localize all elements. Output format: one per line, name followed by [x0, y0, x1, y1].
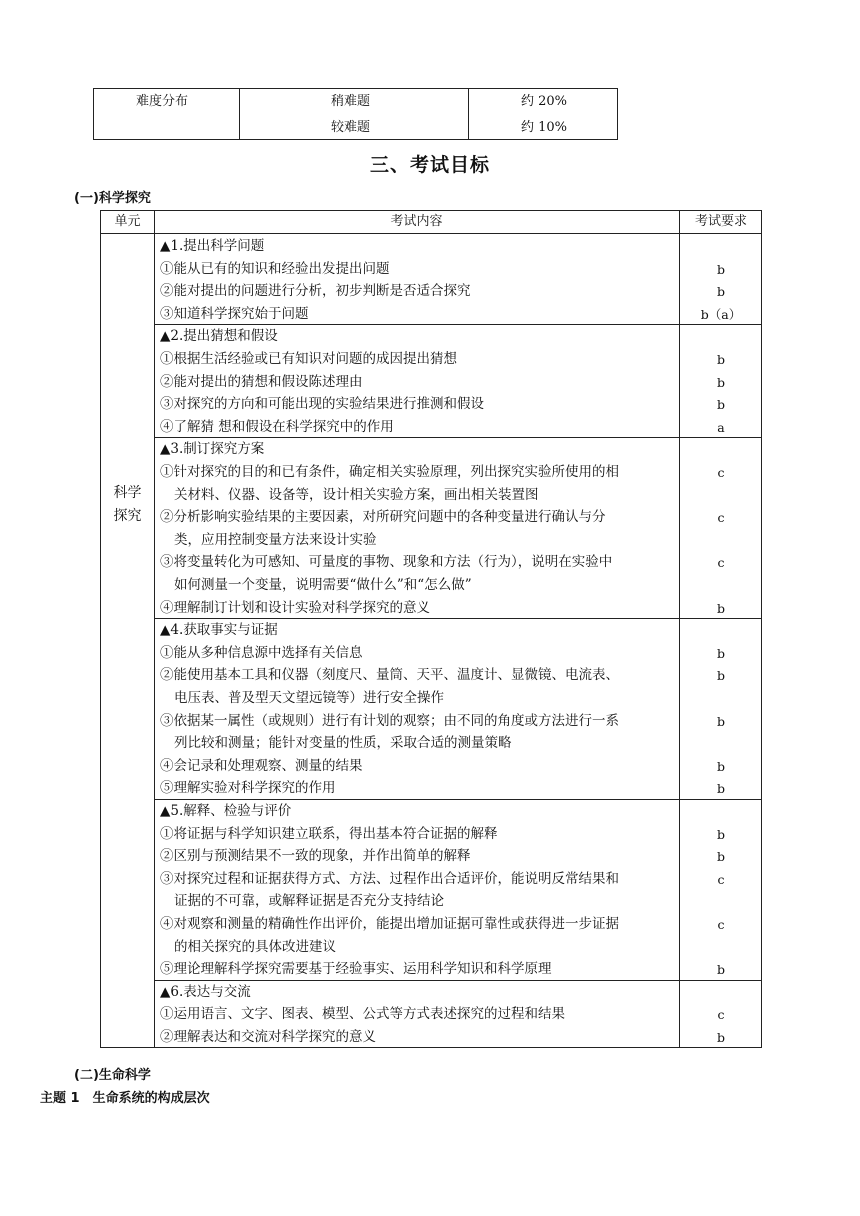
- group-title: ▲3.制订探究方案: [160, 441, 265, 458]
- item-text: ①能从多种信息源中选择有关信息: [160, 644, 363, 661]
- requirement-level: c: [717, 510, 725, 526]
- item-text: 关材料、仪器、设备等，设计相关实验方案，画出相关装置图: [174, 486, 539, 503]
- requirement-level: b: [716, 261, 725, 277]
- requirement-level: a: [717, 419, 725, 435]
- item-text: ②能对提出的问题进行分析，初步判断是否适合探究: [160, 283, 471, 300]
- difficulty-ratio: 约 20%: [521, 94, 568, 109]
- item-text: ①将证据与科学知识建立联系，得出基本符合证据的解释: [160, 825, 498, 842]
- group-title: ▲1.提出科学问题: [160, 238, 265, 254]
- requirement-level: b（a）: [700, 306, 742, 322]
- objectives-table: [100, 210, 762, 1048]
- requirement-level: c: [717, 917, 725, 932]
- table-divider: [239, 89, 240, 139]
- item-text: ②理解表达和交流对科学探究的意义: [160, 1029, 376, 1045]
- item-text: ①针对探究的目的和已有条件，确定相关实验原理，列出探究实验所使用的相: [160, 464, 619, 480]
- item-text: ③对探究过程和证据获得方式、方法、过程作出合适评价，能说明反常结果和: [160, 870, 619, 887]
- group-rule: [154, 437, 761, 438]
- subsection-heading-life-science: (二)生命科学: [74, 1068, 151, 1083]
- item-text: 类，应用控制变量方法来设计实验: [174, 531, 377, 548]
- requirement-level: b: [716, 284, 725, 300]
- item-text: ②能对提出的猜想和假设陈述理由: [160, 373, 363, 390]
- column-divider: [154, 211, 155, 1047]
- group-title: ▲6.表达与交流: [160, 983, 251, 1000]
- requirement-level: b: [716, 758, 725, 774]
- item-text: ④对观察和测量的精确性作出评价，能提出增加证据可靠性或获得进一步证据: [160, 916, 619, 932]
- difficulty-type: 较难题: [331, 120, 371, 135]
- requirement-level: b: [716, 962, 725, 978]
- item-text: ③知道科学探究始于问题: [160, 305, 309, 322]
- group-title: ▲4.获取事实与证据: [160, 622, 278, 639]
- subsection-heading-science-inquiry: (一)科学探究: [74, 191, 151, 206]
- difficulty-table: [93, 88, 618, 140]
- item-text: ③依据某一属性（或规则）进行有计划的观察；由不同的角度或方法进行一系: [160, 712, 619, 729]
- item-text: ①根据生活经验或已有知识对问题的成因提出猜想: [160, 351, 457, 367]
- requirement-level: b: [716, 781, 725, 797]
- item-text: ⑤理论理解科学探究需要基于经验事实、运用科学知识和科学原理: [160, 961, 552, 978]
- requirement-level: b: [716, 374, 725, 390]
- item-text: ③对探究的方向和可能出现的实验结果进行推测和假设: [160, 396, 484, 413]
- difficulty-type: 稍难题: [331, 94, 371, 109]
- requirement-level: b: [716, 826, 725, 842]
- item-text: ⑤理解实验对科学探究的作用: [160, 780, 336, 797]
- item-text: 如何测量一个变量，说明需要“做什么”和“怎么做”: [174, 577, 472, 593]
- group-title: ▲2.提出猜想和假设: [160, 328, 278, 345]
- item-text: 列比较和测量；能针对变量的性质，采取合适的测量策略: [174, 735, 512, 752]
- section-title: 三、考试目标: [369, 154, 490, 176]
- header-rule: [101, 233, 761, 234]
- requirement-level: b: [716, 849, 725, 865]
- requirement-level: b: [716, 1030, 725, 1045]
- item-text: ④会记录和处理观察、测量的结果: [160, 757, 363, 774]
- group-rule: [154, 980, 761, 981]
- requirement-level: b: [716, 600, 725, 616]
- requirement-level: c: [717, 871, 725, 887]
- header-unit: 单元: [114, 214, 141, 229]
- topic-heading: 主题 1 生命系统的构成层次: [40, 1091, 210, 1106]
- item-text: 电压表、普及型天文望远镜等）进行安全操作: [174, 690, 444, 706]
- requirement-level: b: [716, 397, 725, 413]
- requirement-level: b: [716, 668, 725, 684]
- item-text: ①运用语言、文字、图表、模型、公式等方式表述探究的过程和结果: [160, 1006, 565, 1023]
- unit-label: 科学: [113, 485, 142, 501]
- item-text: ②能使用基本工具和仪器（刻度尺、量筒、天平、温度计、显微镜、电流表、: [160, 667, 619, 684]
- difficulty-ratio: 约 10%: [521, 120, 568, 135]
- group-title: ▲5.解释、检验与评价: [160, 803, 292, 819]
- header-requirement: 考试要求: [694, 214, 747, 229]
- table-divider: [468, 89, 469, 139]
- requirement-level: c: [717, 1007, 725, 1023]
- requirement-level: b: [716, 713, 725, 729]
- item-text: ③将变量转化为可感知、可量度的事物、现象和方法（行为），说明在实验中: [160, 554, 613, 571]
- item-text: ④理解制订计划和设计实验对科学探究的意义: [160, 599, 430, 616]
- requirement-level: b: [716, 645, 725, 661]
- requirement-level: c: [717, 465, 725, 480]
- group-rule: [154, 324, 761, 325]
- requirement-level: b: [716, 352, 725, 367]
- item-text: ①能从已有的知识和经验出发提出问题: [160, 260, 390, 277]
- item-text: ④了解猜 想和假设在科学探究中的作用: [160, 418, 394, 435]
- item-text: 证据的不可靠，或解释证据是否充分支持结论: [174, 893, 444, 910]
- group-rule: [154, 799, 761, 800]
- group-rule: [154, 618, 761, 619]
- item-text: ②区别与预测结果不一致的现象，并作出简单的解释: [160, 848, 471, 865]
- header-content: 考试内容: [390, 214, 443, 229]
- requirement-level: c: [717, 555, 725, 571]
- item-text: 的相关探究的具体改进建议: [174, 938, 336, 955]
- unit-label: 探究: [113, 508, 142, 524]
- item-text: ②分析影响实验结果的主要因素，对所研究问题中的各种变量进行确认与分: [160, 509, 606, 526]
- difficulty-label: 难度分布: [136, 94, 189, 109]
